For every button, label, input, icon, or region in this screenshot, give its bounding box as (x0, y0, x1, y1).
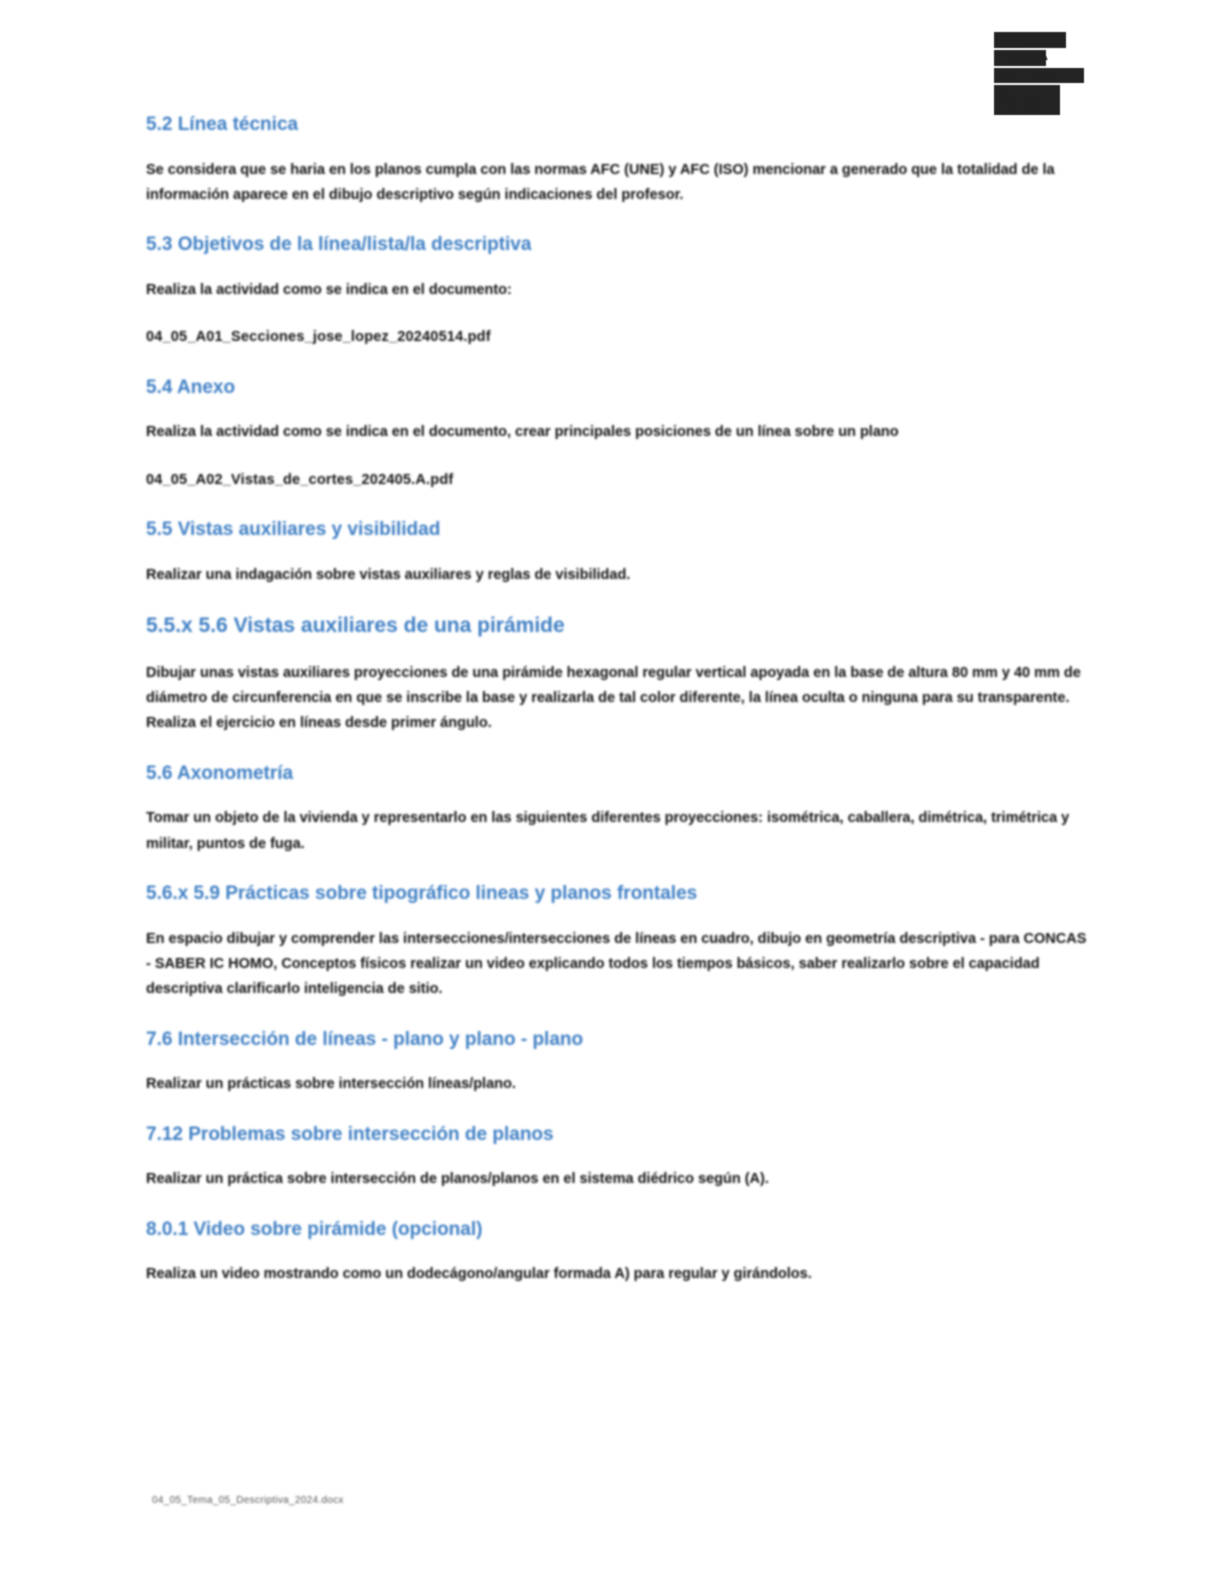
section-paragraph: En espacio dibujar y comprender las intersecciones/intersecciones de líneas en cuadro, dibujo en geometría descriptiva - para CONCAS - SABER IC HOMO, Conceptos físicos realizar un video explicando todos los tiempos básicos, saber realizarlo sobre el capacidad descriptiva clarificarlo inteligencia de sitio. (146, 930, 1087, 998)
document-body (146, 112, 1091, 1312)
section-heading: 8.0.1 Video sobre pirámide (opcional) (146, 1218, 483, 1240)
section-heading: 7.6 Intersección de líneas - plano y plano - plano (146, 1028, 584, 1050)
section-paragraph: Realizar una indagación sobre vistas auxiliares y reglas de visibilidad. (146, 566, 631, 583)
logo-line-1: ESCUELA (994, 32, 1066, 48)
institution-logo (994, 32, 1090, 117)
section-paragraph: Se considera que se haria en los planos cumpla con las normas AFC (UNE) y AFC (ISO) mencionar a generado que la totalidad de la información aparece en el dibujo descriptivo según indicaciones del profesor. (146, 161, 1055, 204)
document-footer: 04_05_Tema_05_Descriptiva_2024.docx (152, 1495, 344, 1506)
section-paragraph: Dibujar unas vistas auxiliares proyecciones de una pirámide hexagonal regular vertical apoyada en la base de altura 80 mm y 40 mm de diámetro de circunferencia en que se inscribe la base y realizarla de tal color diferente, la línea oculta o ninguna para su transparente. Realiza el ejercicio en líneas desde primer ángulo. (146, 664, 1081, 732)
logo-line-3: SUPERIOR (994, 68, 1084, 84)
section-paragraph: Realizar un práctica sobre intersección de planos/planos en el sistema diédrico según (A). (146, 1171, 769, 1188)
section-paragraph: Realiza la actividad como se indica en el documento, crear principales posiciones de un línea sobre un plano (146, 424, 899, 441)
logo-line-4: DE DISEÑO (994, 85, 1060, 115)
section-paragraph: Realizar un prácticas sobre intersección líneas/plano. (146, 1076, 516, 1093)
section-heading: 5.6 Axonometría (146, 762, 294, 784)
section-heading: 5.4 Anexo (146, 376, 236, 398)
file-reference: 04_05_A01_Secciones_jose_lopez_20240514.pdf (146, 329, 491, 346)
section-heading: 7.12 Problemas sobre intersección de planos (146, 1123, 554, 1145)
section-paragraph: Realiza la actividad como se indica en el documento: (146, 282, 512, 299)
section-paragraph: Realiza un video mostrando como un dodecágono/angular formada A) para regular y girándolos. (146, 1266, 812, 1283)
section-heading: 5.5 Vistas auxiliares y visibilidad (146, 519, 441, 541)
section-heading: 5.6.x 5.9 Prácticas sobre tipográfico lineas y planos frontales (146, 883, 698, 905)
logo-line-2: TÉCNICA (994, 50, 1046, 66)
file-reference: 04_05_A02_Vistas_de_cortes_202405.A.pdf (146, 471, 454, 488)
section-paragraph: Tomar un objeto de la vivienda y representarlo en las siguientes diferentes proyecciones: isométrica, caballera, dimétrica, trimétrica y militar, puntos de fuga. (146, 810, 1070, 852)
section-heading: 5.5.x 5.6 Vistas auxiliares de una pirámide (146, 614, 565, 638)
section-heading: 5.3 Objetivos de la línea/lista/la descriptiva (146, 234, 532, 256)
section-heading: 5.2 Línea técnica (146, 114, 299, 135)
